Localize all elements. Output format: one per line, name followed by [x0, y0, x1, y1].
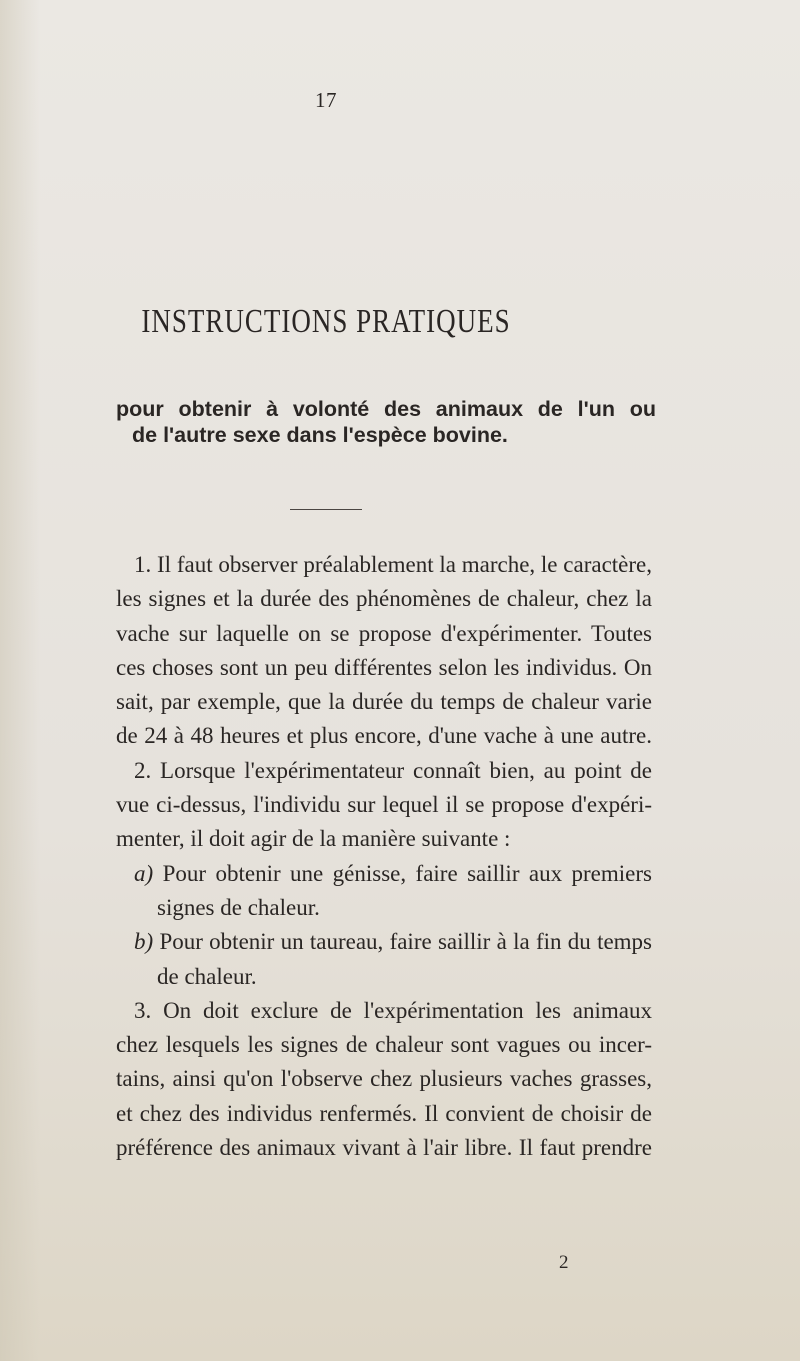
- subtitle-line: de l'autre sexe dans l'espèce bovine.: [132, 423, 508, 447]
- signature-mark: 2: [559, 1252, 569, 1273]
- paragraph-line: ces choses sont un peu différentes selon les individus. On: [116, 654, 652, 680]
- list-item-a: [116, 857, 652, 891]
- paragraph-line: 2. Lorsque l'expérimentateur connaît bien, au point de: [134, 757, 652, 783]
- divider-rule: [290, 509, 362, 510]
- paragraph-line: sait, par exemple, que la durée du temps de chaleur varie: [116, 689, 652, 715]
- list-marker-b: b): [134, 929, 154, 955]
- paragraph-line: signes de chaleur.: [157, 894, 320, 920]
- page-title: INSTRUCTIONS PRATIQUES: [141, 302, 511, 340]
- list-item-text: Pour obtenir une génisse, faire saillir aux premiers: [162, 860, 652, 886]
- paragraph-line: vache sur laquelle on se propose d'expérimenter. Toutes: [116, 620, 652, 646]
- list-item-text: Pour obtenir un taureau, faire saillir à la fin du temps: [159, 929, 653, 955]
- body-text: [116, 548, 652, 1165]
- subtitle-line: pour obtenir à volonté des animaux de l'un ou: [116, 397, 656, 421]
- list-marker-a: a): [134, 860, 154, 886]
- paragraph-line: préférence des animaux vivant à l'air libre. Il faut prendre: [116, 1135, 652, 1161]
- list-item-b: [116, 925, 652, 959]
- paragraph-line: les signes et la durée des phénomènes de chaleur, chez la: [116, 586, 652, 612]
- paragraph-line: chez lesquels les signes de chaleur sont vagues ou incer-: [116, 1032, 652, 1058]
- paragraph-line: de 24 à 48 heures et plus encore, d'une vache à une autre.: [116, 723, 652, 749]
- paragraph-line: 1. Il faut observer préalablement la marche, le caractère,: [134, 552, 652, 577]
- paragraph-line: menter, il doit agir de la manière suivante :: [116, 826, 511, 852]
- subtitle: [116, 396, 656, 448]
- paragraph-line: 3. On doit exclure de l'expérimentation les animaux: [134, 997, 652, 1023]
- page-number: 17: [315, 88, 337, 112]
- paragraph-line: tains, ainsi qu'on l'observe chez plusieurs vaches grasses,: [116, 1066, 652, 1092]
- paragraph-line: et chez des individus renfermés. Il convient de choisir de: [116, 1100, 652, 1126]
- paragraph-line: de chaleur.: [157, 963, 257, 989]
- paragraph-line: vue ci-dessus, l'individu sur lequel il se propose d'expéri-: [116, 792, 652, 818]
